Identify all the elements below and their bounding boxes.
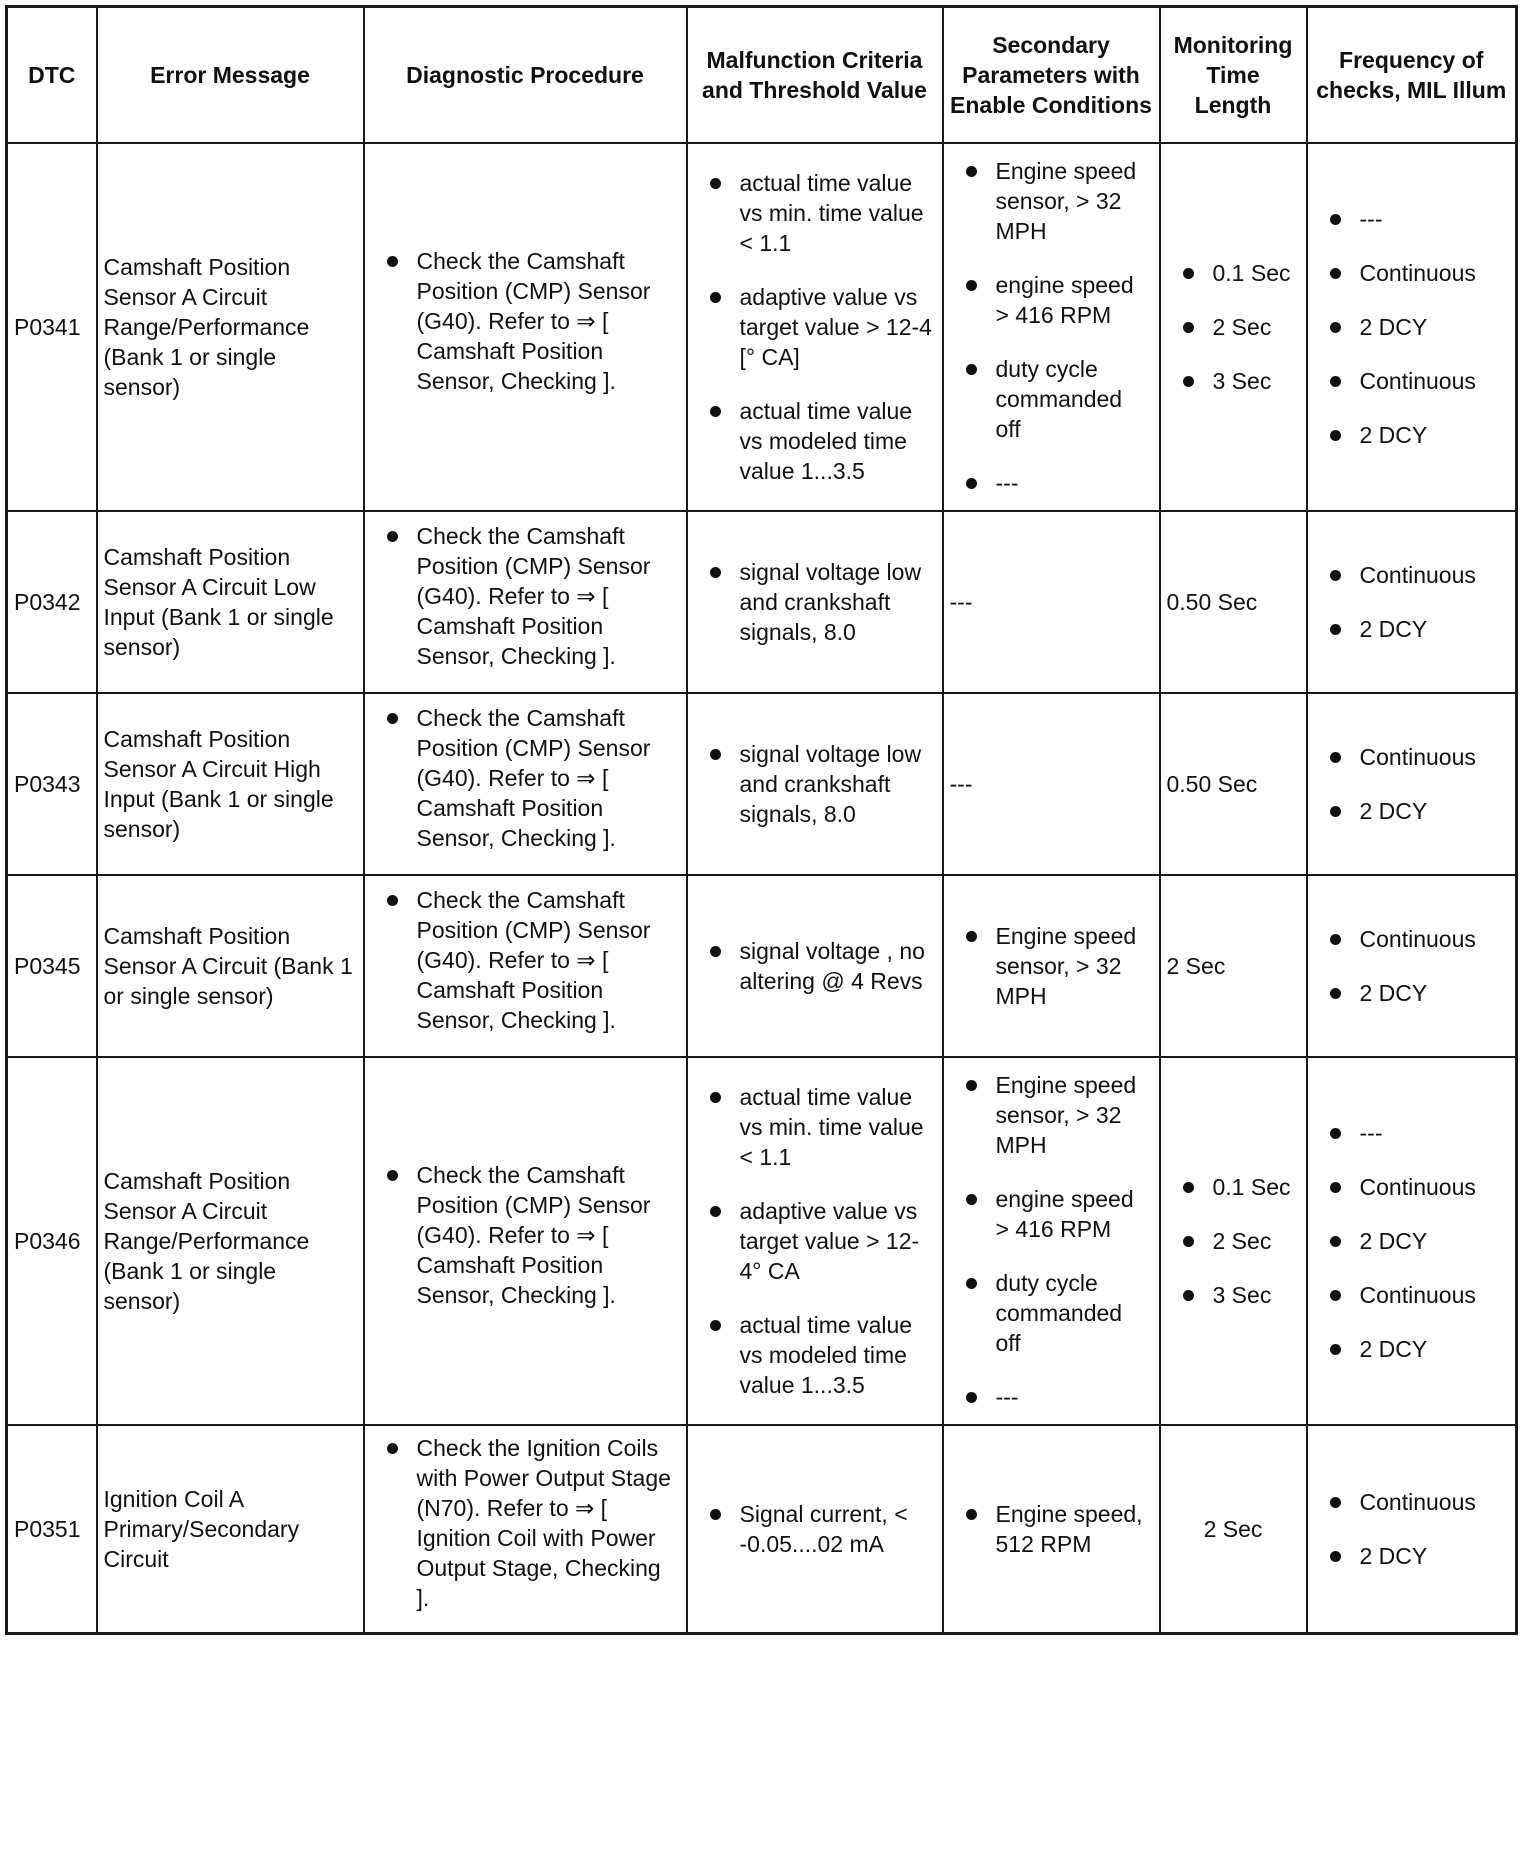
error-message-cell bbox=[97, 875, 364, 1057]
criteria-item: actual time value vs min. time value < 1.1 bbox=[694, 1082, 936, 1172]
procedure-item: Check the Camshaft Position (CMP) Sensor (G40). Refer to ⇒ [ Camshaft Position Sensor, Checking ]. bbox=[371, 703, 680, 853]
frequency-item: Continuous bbox=[1314, 1172, 1510, 1202]
secondary-list bbox=[950, 1499, 1153, 1559]
monitoring-text: 0.50 Sec bbox=[1166, 589, 1258, 615]
error-message: Camshaft Position Sensor A Circuit Low Input (Bank 1 or single sensor) bbox=[103, 544, 334, 660]
dtc-code-cell bbox=[7, 511, 97, 693]
dtc-code: P0342 bbox=[14, 589, 81, 615]
criteria-list bbox=[694, 557, 936, 647]
dtc-code: P0345 bbox=[14, 953, 81, 979]
frequency-item: Continuous bbox=[1314, 1487, 1510, 1517]
malfunction-criteria-cell bbox=[687, 1057, 943, 1425]
error-message: Camshaft Position Sensor A Circuit Range/Performance (Bank 1 or single sensor) bbox=[103, 254, 310, 400]
procedure-list bbox=[371, 885, 680, 1035]
frequency-cell bbox=[1307, 693, 1517, 875]
monitoring-item: 0.1 Sec bbox=[1167, 1172, 1300, 1202]
frequency-item: --- bbox=[1314, 1118, 1510, 1148]
frequency-item: 2 DCY bbox=[1314, 796, 1510, 826]
procedure-list bbox=[371, 703, 680, 853]
procedure-list bbox=[371, 1433, 680, 1613]
secondary-item: Engine speed sensor, > 32 MPH bbox=[950, 921, 1153, 1011]
diagnostic-procedure-cell bbox=[364, 693, 687, 875]
secondary-item: --- bbox=[950, 468, 1153, 498]
procedure-item: Check the Camshaft Position (CMP) Sensor (G40). Refer to ⇒ [ Camshaft Position Sensor, Checking ]. bbox=[371, 521, 680, 671]
monitoring-time-cell bbox=[1160, 143, 1307, 511]
diagnostic-procedure-cell bbox=[364, 875, 687, 1057]
secondary-list bbox=[950, 1070, 1153, 1412]
error-message: Camshaft Position Sensor A Circuit High Input (Bank 1 or single sensor) bbox=[103, 726, 334, 842]
frequency-list bbox=[1314, 742, 1510, 826]
monitoring-text: 0.50 Sec bbox=[1166, 771, 1258, 797]
frequency-item: Continuous bbox=[1314, 258, 1510, 288]
criteria-item: signal voltage low and crankshaft signals, 8.0 bbox=[694, 739, 936, 829]
dtc-code: P0346 bbox=[14, 1228, 81, 1254]
criteria-item: actual time value vs modeled time value 1...3.5 bbox=[694, 396, 936, 486]
error-message-cell bbox=[97, 1425, 364, 1633]
monitoring-text: 2 Sec bbox=[1203, 1515, 1263, 1542]
monitoring-item: 3 Sec bbox=[1167, 1280, 1300, 1310]
frequency-cell bbox=[1307, 511, 1517, 693]
dtc-table-page bbox=[5, 5, 1515, 1865]
monitoring-list bbox=[1167, 1172, 1300, 1310]
header-frequency: Frequency of checks, MIL Illum bbox=[1307, 7, 1517, 144]
dtc-code-cell bbox=[7, 693, 97, 875]
diagnostic-procedure-cell bbox=[364, 1425, 687, 1633]
monitoring-item: 2 Sec bbox=[1167, 1226, 1300, 1256]
criteria-list bbox=[694, 936, 936, 996]
header-secondary-parameters: Secondary Parameters with Enable Conditions bbox=[943, 7, 1160, 144]
frequency-item: 2 DCY bbox=[1314, 1541, 1510, 1571]
frequency-list bbox=[1314, 560, 1510, 644]
frequency-item: Continuous bbox=[1314, 560, 1510, 590]
criteria-item: actual time value vs min. time value < 1.1 bbox=[694, 168, 936, 258]
monitoring-item: 0.1 Sec bbox=[1167, 258, 1300, 288]
secondary-item: Engine speed sensor, > 32 MPH bbox=[950, 1070, 1153, 1160]
monitoring-list bbox=[1167, 258, 1300, 396]
frequency-item: 2 DCY bbox=[1314, 1226, 1510, 1256]
dtc-code-cell bbox=[7, 1425, 97, 1633]
table-row bbox=[7, 511, 1517, 693]
malfunction-criteria-cell bbox=[687, 143, 943, 511]
frequency-item: 2 DCY bbox=[1314, 420, 1510, 450]
frequency-cell bbox=[1307, 875, 1517, 1057]
malfunction-criteria-cell bbox=[687, 875, 943, 1057]
criteria-item: Signal current, < -0.05....02 mA bbox=[694, 1499, 936, 1559]
secondary-item: engine speed > 416 RPM bbox=[950, 270, 1153, 330]
dtc-code-cell bbox=[7, 1057, 97, 1425]
monitoring-item: 3 Sec bbox=[1167, 366, 1300, 396]
criteria-list bbox=[694, 739, 936, 829]
monitoring-time-cell bbox=[1160, 511, 1307, 693]
table-row bbox=[7, 143, 1517, 511]
monitoring-item: 2 Sec bbox=[1167, 312, 1300, 342]
header-malfunction-criteria: Malfunction Criteria and Threshold Value bbox=[687, 7, 943, 144]
secondary-parameters-cell bbox=[943, 693, 1160, 875]
criteria-item: adaptive value vs target value > 12-4 [° CA] bbox=[694, 282, 936, 372]
monitoring-time-cell bbox=[1160, 1425, 1307, 1633]
frequency-item: --- bbox=[1314, 204, 1510, 234]
header-error-message: Error Message bbox=[97, 7, 364, 144]
secondary-text: --- bbox=[949, 771, 973, 797]
dtc-code: P0343 bbox=[14, 771, 81, 797]
dtc-code-cell bbox=[7, 875, 97, 1057]
diagnostic-procedure-cell bbox=[364, 511, 687, 693]
error-message: Ignition Coil A Primary/Secondary Circuit bbox=[103, 1485, 300, 1572]
diagnostic-procedure-cell bbox=[364, 1057, 687, 1425]
frequency-list bbox=[1314, 204, 1510, 450]
criteria-item: signal voltage low and crankshaft signals, 8.0 bbox=[694, 557, 936, 647]
error-message: Camshaft Position Sensor A Circuit Range/Performance (Bank 1 or single sensor) bbox=[103, 1168, 310, 1314]
procedure-item: Check the Camshaft Position (CMP) Sensor (G40). Refer to ⇒ [ Camshaft Position Sensor, Checking ]. bbox=[371, 246, 680, 396]
frequency-cell bbox=[1307, 1057, 1517, 1425]
error-message-cell bbox=[97, 1057, 364, 1425]
diagnostic-procedure-cell bbox=[364, 143, 687, 511]
dtc-code: P0351 bbox=[14, 1515, 81, 1542]
secondary-list bbox=[950, 921, 1153, 1011]
criteria-list bbox=[694, 1082, 936, 1400]
monitoring-text: 2 Sec bbox=[1166, 953, 1226, 979]
secondary-list bbox=[950, 156, 1153, 498]
procedure-item: Check the Ignition Coils with Power Output Stage (N70). Refer to ⇒ [ Ignition Coil with Power Output Stage, Checking ]. bbox=[371, 1433, 680, 1613]
error-message-cell bbox=[97, 143, 364, 511]
table-row bbox=[7, 1425, 1517, 1633]
criteria-list bbox=[694, 1499, 936, 1559]
procedure-item: Check the Camshaft Position (CMP) Sensor (G40). Refer to ⇒ [ Camshaft Position Sensor, Checking ]. bbox=[371, 1160, 680, 1310]
header-dtc: DTC bbox=[7, 7, 97, 144]
procedure-list bbox=[371, 521, 680, 671]
criteria-list bbox=[694, 168, 936, 486]
error-message: Camshaft Position Sensor A Circuit (Bank 1 or single sensor) bbox=[103, 923, 353, 1009]
monitoring-time-cell bbox=[1160, 693, 1307, 875]
procedure-item: Check the Camshaft Position (CMP) Sensor (G40). Refer to ⇒ [ Camshaft Position Sensor, Checking ]. bbox=[371, 885, 680, 1035]
criteria-item: signal voltage , no altering @ 4 Revs bbox=[694, 936, 936, 996]
frequency-item: Continuous bbox=[1314, 924, 1510, 954]
secondary-item: engine speed > 416 RPM bbox=[950, 1184, 1153, 1244]
dtc-table bbox=[5, 5, 1518, 1635]
secondary-item: Engine speed sensor, > 32 MPH bbox=[950, 156, 1153, 246]
secondary-parameters-cell bbox=[943, 875, 1160, 1057]
secondary-item: duty cycle commanded off bbox=[950, 1268, 1153, 1358]
frequency-item: Continuous bbox=[1314, 1280, 1510, 1310]
frequency-list bbox=[1314, 1118, 1510, 1364]
malfunction-criteria-cell bbox=[687, 693, 943, 875]
frequency-item: 2 DCY bbox=[1314, 312, 1510, 342]
criteria-item: adaptive value vs target value > 12-4° CA bbox=[694, 1196, 936, 1286]
frequency-item: 2 DCY bbox=[1314, 614, 1510, 644]
monitoring-time-cell bbox=[1160, 1057, 1307, 1425]
dtc-code: P0341 bbox=[14, 314, 81, 340]
table-row bbox=[7, 1057, 1517, 1425]
header-monitoring-time: Monitoring Time Length bbox=[1160, 7, 1307, 144]
secondary-text: --- bbox=[949, 589, 973, 615]
frequency-cell bbox=[1307, 1425, 1517, 1633]
frequency-item: Continuous bbox=[1314, 366, 1510, 396]
frequency-item: 2 DCY bbox=[1314, 978, 1510, 1008]
frequency-cell bbox=[1307, 143, 1517, 511]
secondary-item: duty cycle commanded off bbox=[950, 354, 1153, 444]
secondary-parameters-cell bbox=[943, 511, 1160, 693]
table-row bbox=[7, 875, 1517, 1057]
secondary-parameters-cell bbox=[943, 1425, 1160, 1633]
criteria-item: actual time value vs modeled time value 1...3.5 bbox=[694, 1310, 936, 1400]
malfunction-criteria-cell bbox=[687, 1425, 943, 1633]
header-diagnostic-procedure: Diagnostic Procedure bbox=[364, 7, 687, 144]
frequency-list bbox=[1314, 924, 1510, 1008]
error-message-cell bbox=[97, 511, 364, 693]
secondary-parameters-cell bbox=[943, 143, 1160, 511]
frequency-item: 2 DCY bbox=[1314, 1334, 1510, 1364]
secondary-item: --- bbox=[950, 1382, 1153, 1412]
procedure-list bbox=[371, 1160, 680, 1310]
frequency-list bbox=[1314, 1487, 1510, 1571]
error-message-cell bbox=[97, 693, 364, 875]
table-row bbox=[7, 693, 1517, 875]
procedure-list bbox=[371, 246, 680, 396]
frequency-item: Continuous bbox=[1314, 742, 1510, 772]
dtc-code-cell bbox=[7, 143, 97, 511]
header-row bbox=[7, 7, 1517, 144]
secondary-parameters-cell bbox=[943, 1057, 1160, 1425]
malfunction-criteria-cell bbox=[687, 511, 943, 693]
monitoring-time-cell bbox=[1160, 875, 1307, 1057]
table-body bbox=[7, 143, 1517, 1633]
secondary-item: Engine speed, 512 RPM bbox=[950, 1499, 1153, 1559]
